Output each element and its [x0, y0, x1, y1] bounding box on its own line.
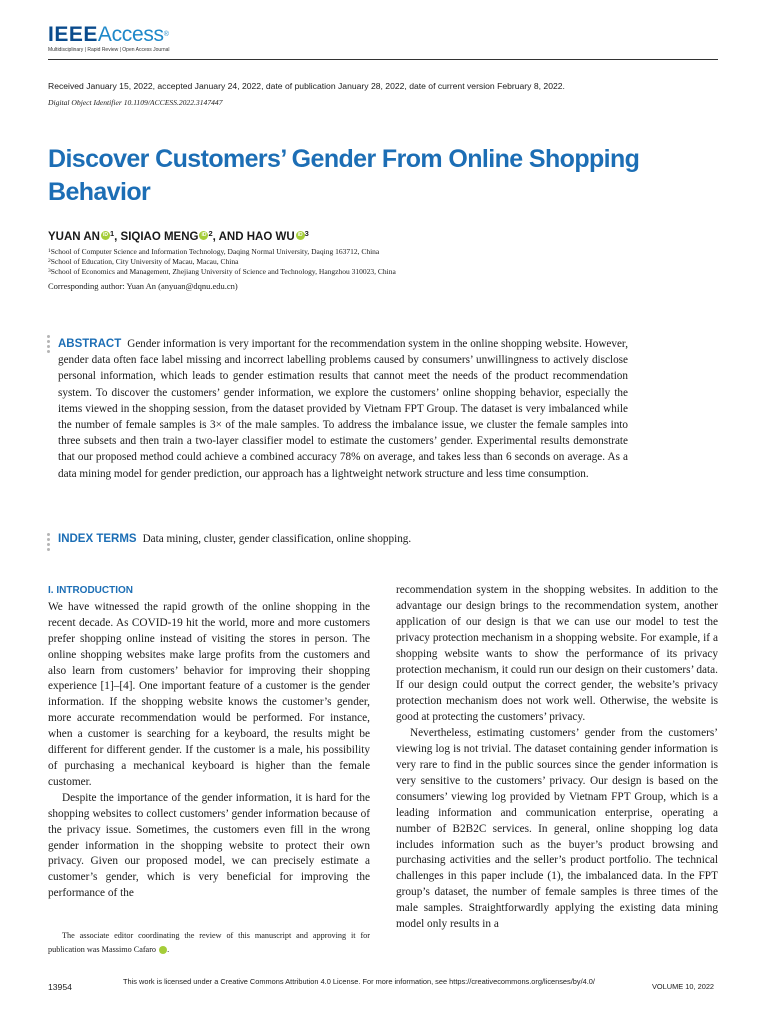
page-number: 13954: [48, 982, 72, 992]
index-terms-label: INDEX TERMS: [58, 533, 137, 545]
orcid-icon[interactable]: iD: [102, 232, 108, 238]
author-name: SIQIAO MENG: [120, 231, 199, 243]
abstract-label: ABSTRACT: [58, 338, 122, 350]
orcid-icon[interactable]: iD: [201, 232, 207, 238]
section-heading: I. INTRODUCTION: [48, 585, 133, 596]
corresponding-author: Corresponding author: Yuan An (anyuan@dqnu.edu.cn): [48, 281, 238, 291]
journal-logo: [48, 24, 170, 53]
abstract: [58, 336, 628, 482]
body-paragraph: recommendation system in the shopping websites. In addition to the advantage our design brings to the recommendation system, another application of our design is that we can use our model to test the privacy protection mechanism in a shopping website. For example, if a shopping website wants to show the performance of its privacy protection mechanism, it could run our design on their customers’ data. If our design could output the correct gender, the website’s privacy protection mechanism does not work well. Otherwise, the website is good at protecting the customers’ privacy.: [396, 584, 718, 724]
paper-title: Discover Customers’ Gender From Online Shopping Behavior: [48, 145, 640, 206]
body-paragraph: Nevertheless, estimating customers’ gender from the customers’ viewing log is not trivial. The dataset containing gender information is very rare to find in the public sources since the gender information is very sensitive to the customers’ privacy. Our design is based on the consumers’ viewing log provided by Vietnam FPT Group, which is a leading information and communication enterprise, operating a number of B2B2C services. In general, online shopping log data includes information such as the buyer’s product browsing and purchasing activities and the seller’s product portfolio. The technical challenges in this paper include (1), the imbalanced data. In the FPT group’s dataset, the number of female samples is three times of the male samples. Straightforwardly applying the existing data mining model only results in a: [396, 727, 718, 931]
index-terms: [58, 533, 658, 545]
editor-footnote: The associate editor coordinating the review of this manuscript and approving it for publication was Massimo Cafaro iD.: [48, 931, 370, 954]
affiliation: $^1$School of Computer Science and Information Technology, Daqing Normal University, Daqing 163712, China: [48, 247, 380, 256]
doi: Digital Object Identifier 10.1109/ACCESS.2022.3147447: [48, 98, 223, 107]
body-paragraph: Despite the importance of the gender information, it is hard for the shopping websites to collect customers’ gender information because of the privacy issue. Sometimes, the customers even fill in the wrong gender information in the shopping website to protect their own privacy. Given our proposed model, we can precisely estimate a customer’s gender, which is very beneficial for improving the performance of the: [48, 791, 370, 900]
author-name: HAO WU: [246, 231, 295, 243]
body-column-right: [396, 583, 718, 933]
license-notice[interactable]: This work is licensed under a Creative Commons Attribution 4.0 License. For more information, see https://creativecommons.org/licenses/by/4.0/: [123, 977, 595, 986]
affiliation: $^2$School of Education, City University of Macau, Macau, China: [48, 257, 239, 266]
received-dates: Received January 15, 2022, accepted January 24, 2022, date of publication January 28, 2022, date of current version February 8, 2022.: [48, 81, 565, 91]
author-affiliation-mark: 3: [304, 229, 309, 238]
footnote-text: The associate editor coordinating the review of this manuscript and approving it for publication was Massimo Cafaro: [48, 931, 370, 954]
author-name: YUAN AN: [48, 231, 100, 243]
orcid-icon[interactable]: iD: [159, 946, 167, 954]
index-terms-marker-icon: [47, 533, 51, 553]
header-divider: [48, 59, 718, 60]
author-affiliation-mark: 1: [109, 229, 115, 238]
body-column-left: [48, 583, 370, 902]
body-paragraph: We have witnessed the rapid growth of the online shopping in the recent decade. As COVID-19 hit the world, more and more customers prefer shopping online instead of visiting the stores in person. The online shopping websites make large profits from the customers and also learn from customers’ behavior for improving their shopping experience [1]–[4]. One important feature of a customer is the gender information. If the shopping website knows the customer’s gender, more accurate recommendation would be performed. For instance, when a customer is searching for a keyboard, the results might be different for different gender. If the customer is a male, his possibility of purchasing a mechanical keyboard is higher than the female customer.: [48, 600, 370, 788]
logo-ieee-text: IEEE: [48, 23, 98, 46]
logo-tagline: Multidisciplinary | Rapid Review | Open Access Journal: [48, 47, 170, 53]
abstract-text: Gender information is very important for the recommendation system in the online shopping website. However, gender data often face label missing and incorrect labelling problems caused by consumers’ unwillingness to actively disclose personal information, which leads to gender estimation results that cannot meet the needs of the product recommendation system. To discover the customers’ gender information, we explore the customers’ online shopping behavior, especially the items viewed in the shopping session, from the dataset provided by Vietnam FPT Group. The dataset is very imbalanced while the number of female samples is 3× of the male samples. To address the imbalance issue, we cluster the female samples into three subsets and then train a two-layer classifier model to estimate the customers’ gender. Experimental results demonstrate that our proposed method could achieve a combined accuracy 78% on average, and takes less than 6 seconds on average. As a data mining model for gender prediction, our approach has a lightweight network structure and less time consumption.: [58, 338, 628, 480]
author-list: [48, 229, 309, 243]
orcid-icon[interactable]: iD: [297, 232, 303, 238]
author-separator: ,: [114, 231, 121, 243]
affiliation: $^3$School of Economics and Management, Zhejiang University of Science and Technology, Hangzhou 310023, China: [48, 267, 396, 276]
author-affiliation-mark: 2: [208, 229, 213, 238]
volume-label: VOLUME 10, 2022: [652, 982, 715, 991]
author-separator: , AND: [212, 231, 247, 243]
logo-trademark: ®: [163, 31, 169, 38]
index-terms-text: Data mining, cluster, gender classification, online shopping.: [142, 533, 412, 545]
logo-access-text: Access: [97, 23, 164, 46]
abstract-marker-icon: [47, 335, 51, 355]
